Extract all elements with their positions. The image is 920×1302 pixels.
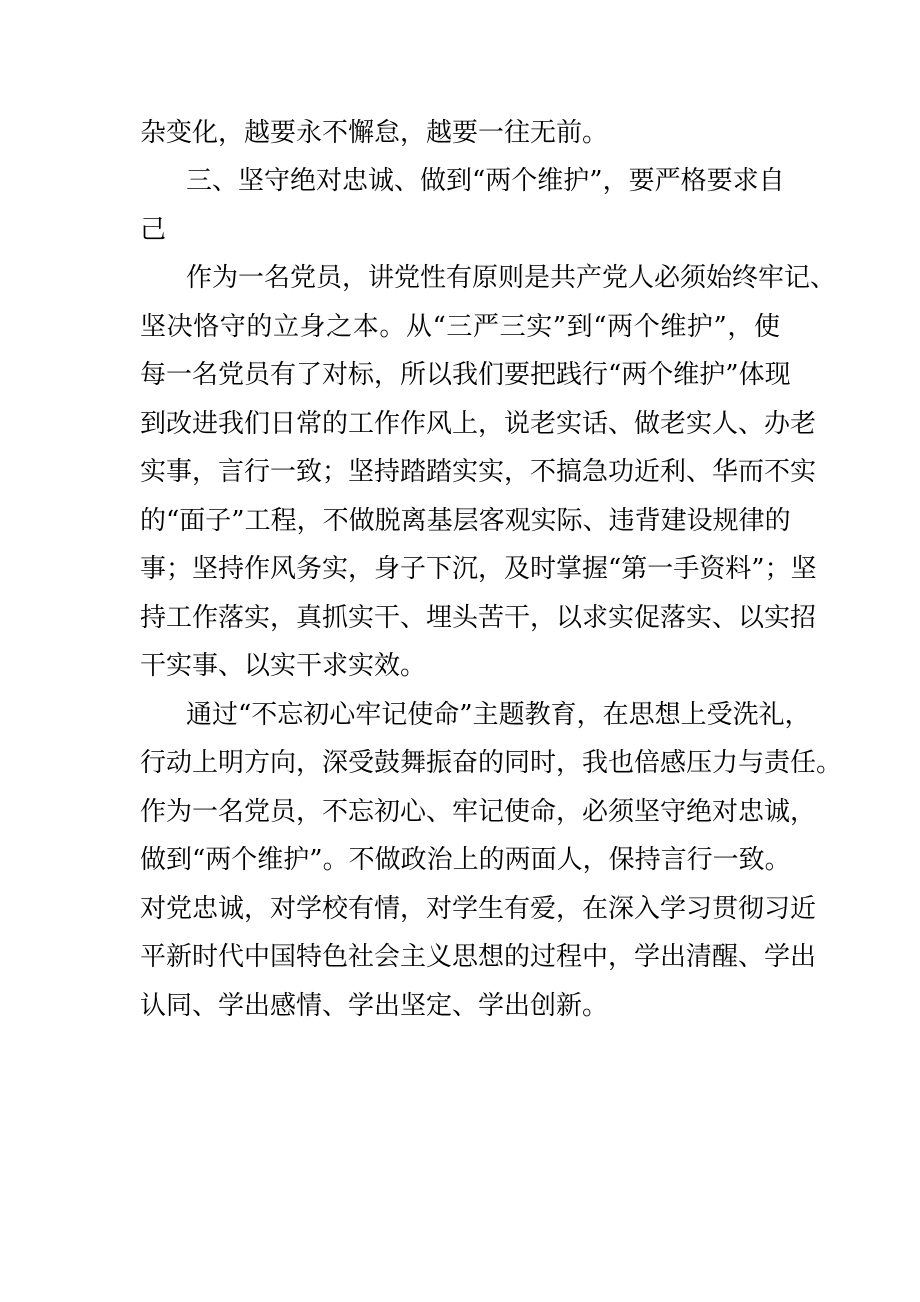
paragraph-line: 做到“两个维护”。不做政治上的两面人，保持言行一致。 bbox=[140, 845, 791, 875]
paragraph-line: 对党忠诚，对学校有情，对学生有爱，在深入学习贯彻习近 bbox=[140, 894, 817, 924]
paragraph-line: 作为一名党员，讲党性有原则是共产党人必须始终牢记、 bbox=[186, 263, 837, 293]
paragraph-line: 通过“不忘初心牢记使命”主题教育，在思想上受洗礼， bbox=[186, 700, 811, 730]
paragraph-line: 的“面子”工程，不做脱离基层客观实际、违背建设规律的 bbox=[140, 506, 791, 536]
paragraph-line: 认同、学出感情、学出坚定、学出创新。 bbox=[140, 991, 609, 1021]
paragraph-line: 杂变化，越要永不懈怠，越要一往无前。 bbox=[140, 118, 609, 148]
paragraph-line: 持工作落实，真抓实干、埋头苦干，以求实促落实、以实招 bbox=[140, 603, 817, 633]
section-heading-line: 己 bbox=[140, 215, 167, 245]
paragraph-line: 事；坚持作风务实，身子下沉，及时掌握“第一手资料”；坚 bbox=[140, 554, 817, 584]
paragraph-line: 干实事、以实干求实效。 bbox=[140, 651, 427, 681]
paragraph-line: 到改进我们日常的工作作风上，说老实话、做老实人、办老 bbox=[140, 409, 817, 439]
paragraph-line: 每一名党员有了对标，所以我们要把践行“两个维护”体现 bbox=[140, 360, 791, 390]
paragraph-line: 实事，言行一致；坚持踏踏实实，不搞急功近利、华而不实 bbox=[140, 457, 817, 487]
paragraph-line: 平新时代中国特色社会主义思想的过程中，学出清醒、学出 bbox=[140, 942, 817, 972]
paragraph-line: 作为一名党员，不忘初心、牢记使命，必须坚守绝对忠诚， bbox=[140, 797, 817, 827]
section-heading-line: 三、坚守绝对忠诚、做到“两个维护”，要严格要求自 bbox=[186, 166, 785, 196]
paragraph-line: 坚决恪守的立身之本。从“三严三实”到“两个维护”，使 bbox=[140, 312, 780, 342]
paragraph-line: 行动上明方向，深受鼓舞振奋的同时，我也倍感压力与责任。 bbox=[140, 748, 843, 778]
